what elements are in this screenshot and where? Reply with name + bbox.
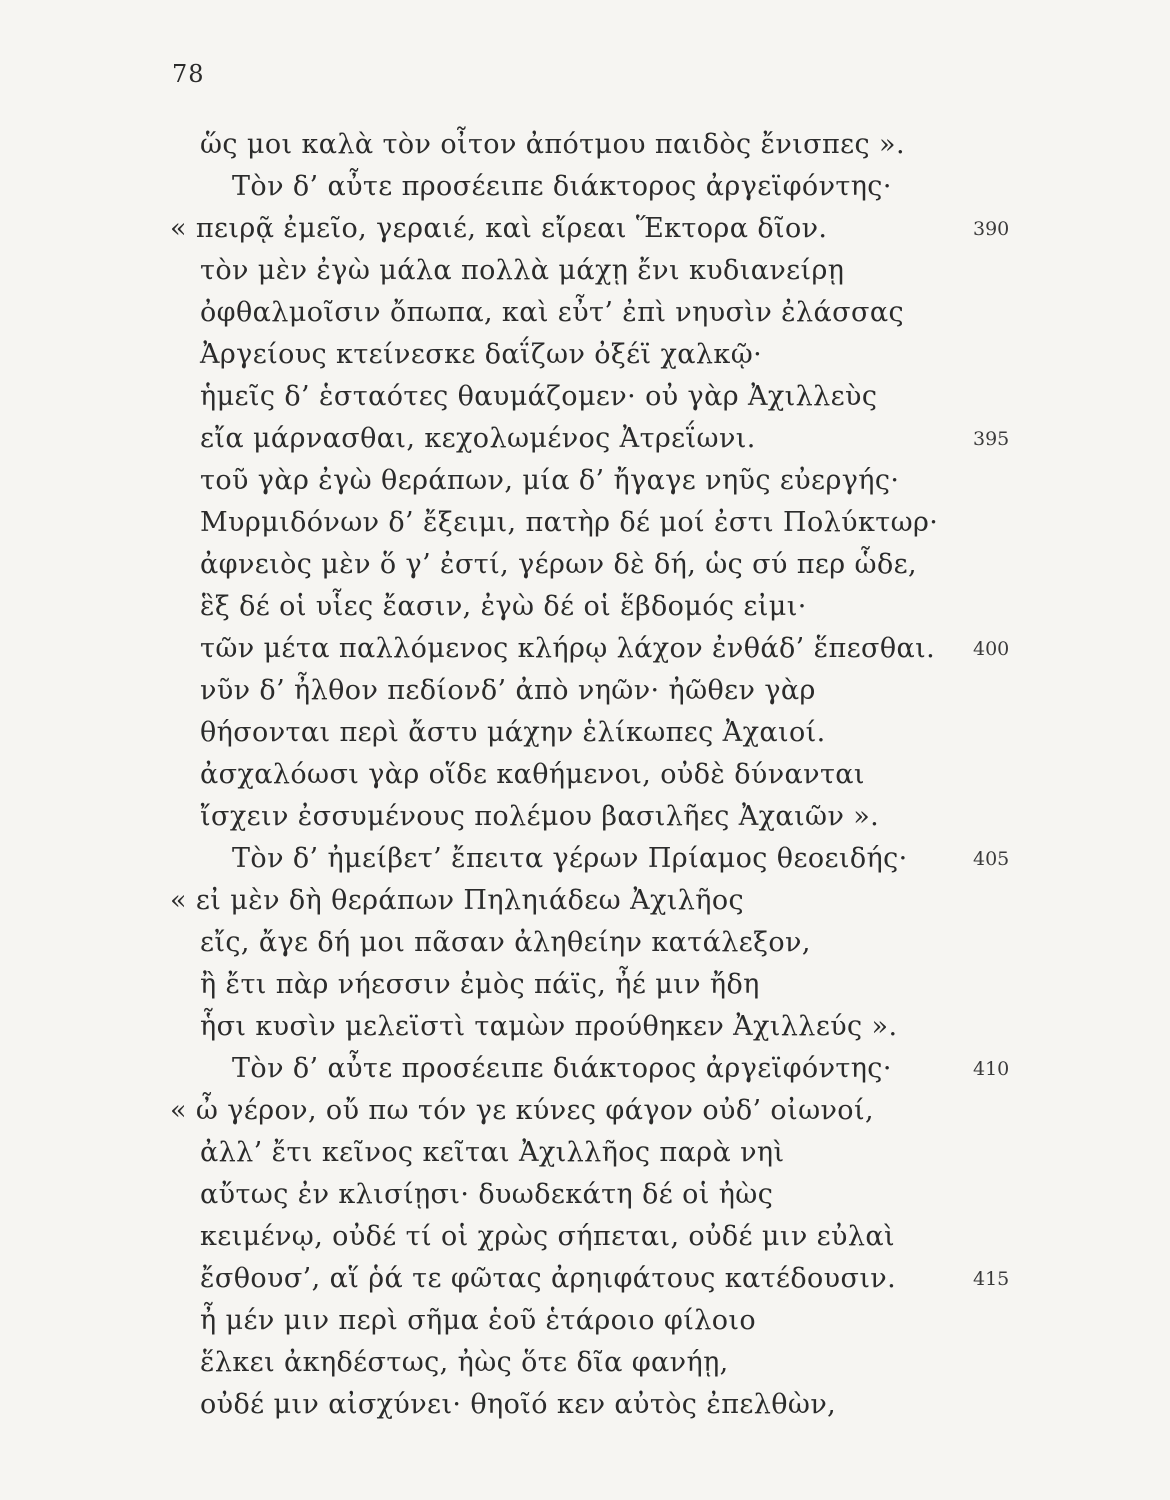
verse-line xyxy=(0,502,1170,544)
verse-line-text: ἡμεῖς δ’ ἑσταότες θαυμάζομεν· οὐ γὰρ Ἀχιλλεὺς xyxy=(200,381,878,412)
line-number: 410 xyxy=(973,1058,1010,1080)
verse-line xyxy=(0,544,1170,586)
verse-line-text: κειμένῳ, οὐδέ τί οἱ χρὼς σήπεται, οὐδέ μιν εὐλαὶ xyxy=(200,1221,895,1252)
verse-line xyxy=(0,1300,1170,1342)
verse-line-text: εἴα μάρνασθαι, κεχολωμένος Ἀτρεΐωνι. xyxy=(200,423,756,454)
verse-line xyxy=(0,1006,1170,1048)
verse-line xyxy=(0,1258,1170,1300)
line-number: 395 xyxy=(973,428,1010,450)
verse-line-text: « πειρᾷ ἐμεῖο, γεραιέ, καὶ εἴρεαι Ἕκτορα δῖον. xyxy=(170,213,828,244)
verse-line-text: νῦν δ’ ἦλθον πεδίονδ’ ἀπὸ νηῶν· ἠῶθεν γὰρ xyxy=(200,675,816,706)
verse-line-text: ἕλκει ἀκηδέστως, ἠὼς ὅτε δῖα φανήῃ, xyxy=(200,1347,729,1378)
verse-line-text: εἴς, ἄγε δή μοι πᾶσαν ἀληθείην κατάλεξον, xyxy=(200,927,811,958)
verse-line-text: ἓξ δέ οἱ υἷες ἔασιν, ἐγὼ δέ οἱ ἕβδομός εἰμι· xyxy=(200,591,807,622)
verse-line-text: ἀσχαλόωσι γὰρ οἵδε καθήμενοι, οὐδὲ δύνανται xyxy=(200,759,865,790)
verse-line-text: ὀφθαλμοῖσιν ὄπωπα, καὶ εὖτ’ ἐπὶ νηυσὶν ἐλάσσας xyxy=(200,297,904,328)
verse-line-text: Μυρμιδόνων δ’ ἔξειμι, πατὴρ δέ μοί ἐστι Πολύκτωρ· xyxy=(200,507,939,538)
verse-line xyxy=(0,838,1170,880)
verse-line xyxy=(0,124,1170,166)
verse-line-text: « ὦ γέρον, οὔ πω τόν γε κύνες φάγον οὐδ’ οἰωνοί, xyxy=(170,1095,874,1126)
verse-line-text: Τὸν δ’ αὖτε προσέειπε διάκτορος ἀργεϊφόντης· xyxy=(232,171,892,202)
verse-line xyxy=(0,1048,1170,1090)
verse-line xyxy=(0,1342,1170,1384)
verse-line-text: ἀφνειὸς μὲν ὅ γ’ ἐστί, γέρων δὲ δή, ὡς σύ περ ὧδε, xyxy=(200,549,917,580)
verse-line xyxy=(0,712,1170,754)
verse-line-text: ὥς μοι καλὰ τὸν οἶτον ἀπότμου παιδὸς ἔνισπες ». xyxy=(200,129,905,160)
verse-line-text: ἀλλ’ ἔτι κεῖνος κεῖται Ἀχιλλῆος παρὰ νηὶ xyxy=(200,1137,785,1168)
verse-line xyxy=(0,796,1170,838)
verse-line xyxy=(0,250,1170,292)
verse-line xyxy=(0,922,1170,964)
page-number: 78 xyxy=(172,60,205,88)
verse-line xyxy=(0,880,1170,922)
verse-line xyxy=(0,292,1170,334)
verse-line xyxy=(0,208,1170,250)
verse-line-text: Τὸν δ’ αὖτε προσέειπε διάκτορος ἀργεϊφόντης· xyxy=(232,1053,892,1084)
verse-line xyxy=(0,586,1170,628)
verse-line xyxy=(0,334,1170,376)
verse-line-text: ἦ μέν μιν περὶ σῆμα ἑοῦ ἑτάροιο φίλοιο xyxy=(200,1305,757,1336)
verse-line-text: τὸν μὲν ἐγὼ μάλα πολλὰ μάχῃ ἔνι κυδιανείρῃ xyxy=(200,255,845,286)
verse-line-text: ἴσχειν ἐσσυμένους πολέμου βασιλῆες Ἀχαιῶν ». xyxy=(200,801,880,832)
verse-line-text: Τὸν δ’ ἠμείβετ’ ἔπειτα γέρων Πρίαμος θεοειδής· xyxy=(232,843,908,874)
verse-block xyxy=(0,124,1170,1426)
verse-line-text: Ἀργείους κτείνεσκε δαΐζων ὀξέϊ χαλκῷ· xyxy=(200,339,763,370)
line-number: 400 xyxy=(973,638,1010,660)
verse-line-text: θήσονται περὶ ἄστυ μάχην ἑλίκωπες Ἀχαιοί. xyxy=(200,717,826,748)
line-number: 390 xyxy=(973,218,1010,240)
verse-line xyxy=(0,754,1170,796)
verse-line xyxy=(0,418,1170,460)
verse-line xyxy=(0,1174,1170,1216)
verse-line xyxy=(0,460,1170,502)
verse-line xyxy=(0,670,1170,712)
verse-line-text: « εἰ μὲν δὴ θεράπων Πηληιάδεω Ἀχιλῆος xyxy=(170,885,744,916)
verse-line xyxy=(0,1384,1170,1426)
verse-line-text: τῶν μέτα παλλόμενος κλήρῳ λάχον ἐνθάδ’ ἕπεσθαι. xyxy=(200,633,936,664)
line-number: 415 xyxy=(973,1268,1010,1290)
verse-line xyxy=(0,1216,1170,1258)
verse-line-text: ἢ ἔτι πὰρ νήεσσιν ἐμὸς πάϊς, ἦέ μιν ἤδη xyxy=(200,969,760,1000)
verse-line-text: οὐδέ μιν αἰσχύνει· θηοῖό κεν αὐτὸς ἐπελθὼν, xyxy=(200,1389,837,1420)
verse-line-text: αὔτως ἐν κλισίῃσι· δυωδεκάτη δέ οἱ ἠὼς xyxy=(200,1179,774,1210)
line-number: 405 xyxy=(973,848,1010,870)
verse-line-text: ἧσι κυσὶν μελεϊστὶ ταμὼν προύθηκεν Ἀχιλλεύς ». xyxy=(200,1011,898,1042)
verse-line xyxy=(0,1090,1170,1132)
verse-line xyxy=(0,166,1170,208)
verse-line xyxy=(0,628,1170,670)
verse-line xyxy=(0,376,1170,418)
verse-line-text: τοῦ γὰρ ἐγὼ θεράπων, μία δ’ ἤγαγε νηῦς εὐεργής· xyxy=(200,465,900,496)
verse-line xyxy=(0,1132,1170,1174)
verse-line-text: ἔσθουσ’, αἵ ῥά τε φῶτας ἀρηιφάτους κατέδουσιν. xyxy=(200,1263,897,1294)
verse-line xyxy=(0,964,1170,1006)
